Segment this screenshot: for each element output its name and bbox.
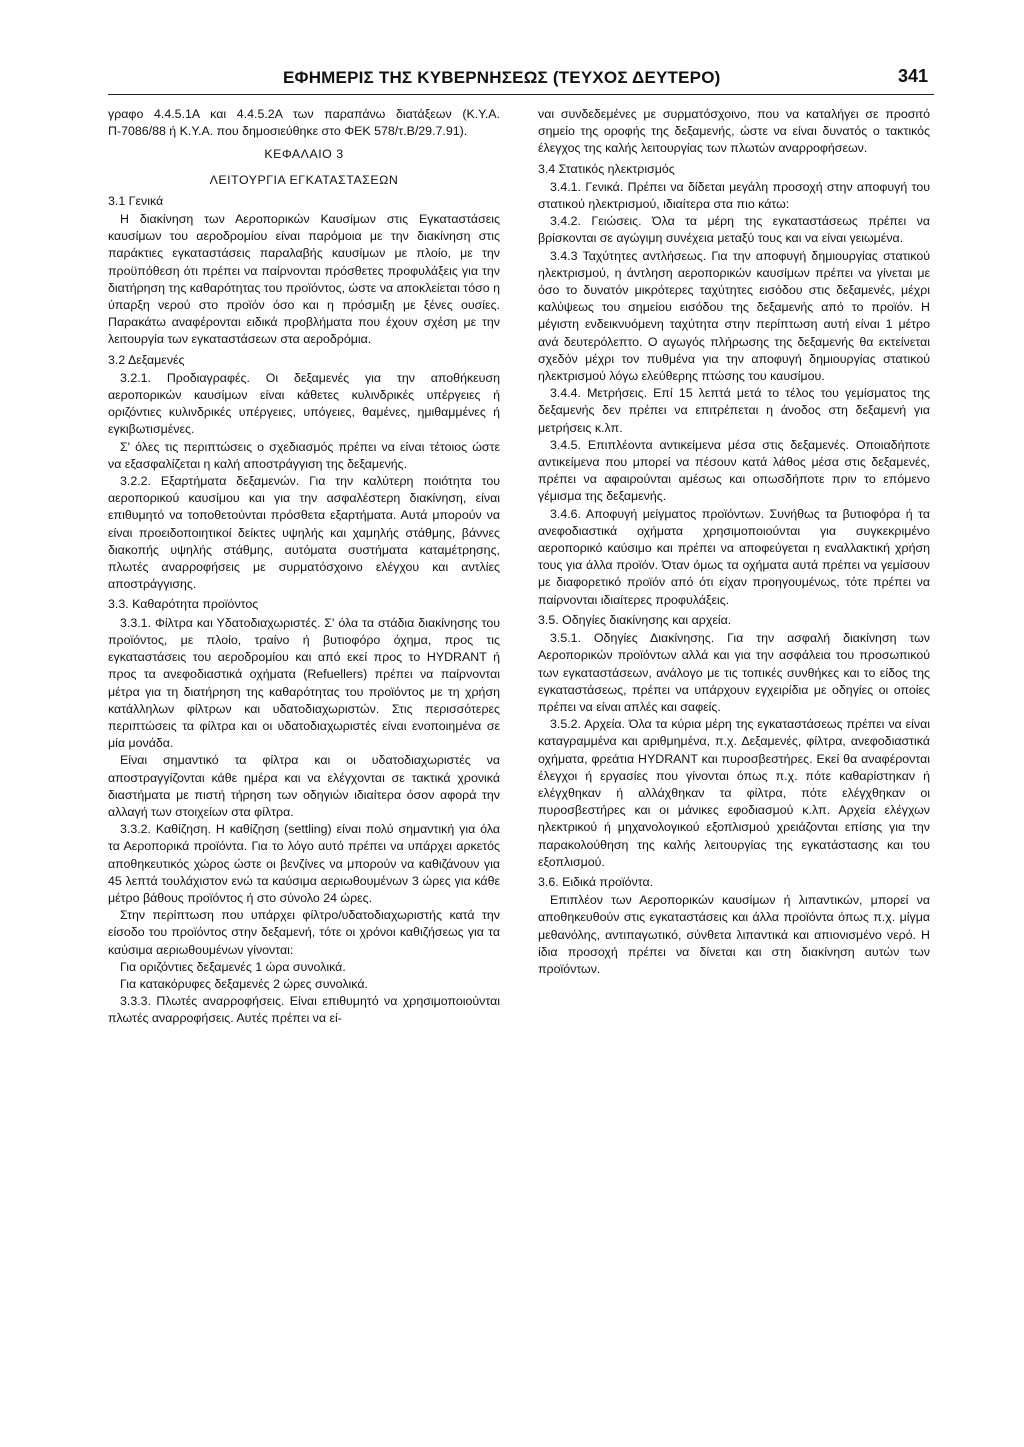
paragraph-3-2-2: 3.2.2. Εξαρτήματα δεξαμενών. Για την καλύτερη ποιότητα του αεροπορικού καυσίμου και για την ασφαλέστερη διακίνηση, είναι επιθυμητό να τοποθετούνται πρόσθετα εξαρτήματα. Αυτά μπορούν να είναι προειδοποιητικοί δείκτες υψηλής και χαμηλής στάθμης, βάννες διακοπής υψηλής στάθμης, αυτόματα συστήματα καταμέτρησης, πλωτές αναρροφήσεις με συρματόσχοινο ελέγχου και αντλίες αποστράγγισης. [108, 474, 500, 592]
paragraph-3-4-6: 3.4.6. Αποφυγή μείγματος προϊόντων. Συνήθως τα βυτιοφόρα ή τα ανεφοδιαστικά οχήματα χρησιμοποιούνται για συγκεκριμένο αεροπορικό καύσιμο και πρέπει να αποφεύγεται η εναλλακτική χρήση τους για άλλα προϊόν. Όταν όμως τα οχήματα αυτά πρέπει να γεμίσουν με διαφορετικό προϊόν από ότι είχαν προηγουμένως, τότε πρέπει να παίρνονται ιδιαίτερες προφυλάξεις. [538, 506, 930, 607]
paragraph-3-4-1: 3.4.1. Γενικά. Πρέπει να δίδεται μεγάλη προσοχή στην αποφυγή του στατικού ηλεκτρισμού, ιδιαίτερα στα πιο κάτω: [538, 179, 930, 212]
section-heading-3-6: 3.6. Ειδικά προϊόντα. [538, 874, 654, 889]
paragraph-3-3-1: 3.3.1. Φίλτρα και Υδατοδιαχωριστές. Σ' όλα τα στάδια διακίνησης του προϊόντος, με πλοίο, τραίνο ή βυτιοφόρο όχημα, προς τις εγκαταστάσεις του αεροδρομίου και από εκεί προς το HYDRANT ή προς τα ανεφοδιαστικά οχήματα (Refuellers) πρέπει να παίρνονται μέτρα για τη διατήρηση της καθαρότητας του προϊόντος με τη χρήση κατάλληλων φίλτρων και υδατοδιαχωριστών. Στις περισσότερες περιπτώσεις τα φίλτρα και οι υδατοδιαχωριστές είναι ενοποιημένα σε μία μονάδα. [108, 615, 500, 751]
paragraph-3-4-3: 3.4.3 Ταχύτητες αντλήσεως. Για την αποφυγή δημιουργίας στατικού ηλεκτρισμού, η άντληση αεροπορικών καυσίμων πρέπει να γίνεται με όσο το δυνατόν μικρότερες ταχύτητες εισόδου στις δεξαμενές, μέχρι καλύψεως του σημείου εισόδου της δεξαμενής από το προϊόν. Η μέγιστη ενδεικνυόμενη ταχύτητα στην περίπτωση αυτή είναι 1 μέτρο ανά δευτερόλεπτο. Ο αγωγός πλήρωσης της δεξαμενής θα εκτείνεται σχεδόν μέχρι τον πυθμένα για την αποφυγή δημιουργίας στατικού ηλεκτρισμού λόγω ελεύθερης πτώσης του καυσίμου. [538, 248, 930, 384]
paragraph-3-2-1b: Σ' όλες τις περιπτώσεις ο σχεδιασμός πρέπει να είναι τέτοιος ώστε να εξασφαλίζεται η καλή αποστράγγιση της δεξαμενής. [108, 439, 500, 471]
paragraph-3-2-1: 3.2.1. Προδιαγραφές. Οι δεξαμενές για την αποθήκευση αεροπορικών καυσίμων είναι κάθετες κυλινδρικές υπέργειες ή οριζόντιες κυλινδρικές υπέργειες, υπόγειες, θαμένες, ημιθαμμένες ή εγκιβωτισμένες. [108, 370, 500, 437]
chapter-heading: ΚΕΦΑΛΑΙΟ 3 [264, 147, 344, 162]
paragraph-3-4-4: 3.4.4. Μετρήσεις. Επί 15 λεπτά μετά το τέλος του γεμίσματος της δεξαμενής δεν πρέπει να επιτρέπεται η άνοδος στη δεξαμενή για μετρήσεις κ.λπ. [538, 386, 930, 435]
paragraph-3-5-1: 3.5.1. Οδηγίες Διακίνησης. Για την ασφαλή διακίνηση των Αεροπορικών προϊόντων αλλά και για την ασφάλεια του προσωπικού των εγκαταστάσεων, ανάλογο με τις τοπικές συνθήκες και το είδος της εγκαταστάσεως, πρέπει να υπάρχουν εγχειρίδια με οδηγίες οι οποίες πρέπει να είναι απλές και σαφείς. [538, 631, 930, 714]
paragraph-3-6: Επιπλέον των Αεροπορικών καυσίμων ή λιπαντικών, μπορεί να αποθηκευθούν στις εγκαταστάσεις και άλλα προϊόντα όπως π.χ. μίγμα μεθανόλης, αντιπαγωτικό, σύνθετα λιπαντικά και απιονισμένο νερό. Η ίδια προσοχή πρέπει να δίνεται και στη διακίνηση αυτών των προϊόντων. [538, 893, 930, 976]
paragraph-3-3-2d: Για κατακόρυφες δεξαμενές 2 ώρες συνολικά. [120, 976, 368, 991]
paragraph-3-3-2b: Στην περίπτωση που υπάρχει φίλτρο/υδατοδιαχωριστής κατά την είσοδο του προϊόντος στην δεξαμενή, τότε οι χρόνοι καθιζήσεως για τα καύσιμα αεριωθουμένων γίνονται: [108, 908, 500, 957]
left-column [108, 106, 500, 1028]
chapter-title: ΛΕΙΤΟΥΡΓΙΑ ΕΓΚΑΤΑΣΤΑΣΕΩΝ [209, 172, 399, 187]
running-title: ΕΦΗΜΕΡΙΣ ΤΗΣ ΚΥΒΕΡΝΗΣΕΩΣ (ΤΕΥΧΟΣ ΔΕΥΤΕΡΟ) [283, 68, 721, 87]
section-heading-3-4: 3.4 Στατικός ηλεκτρισμός [538, 161, 675, 176]
section-heading-3-5: 3.5. Οδηγίες διακίνησης και αρχεία. [538, 612, 732, 627]
page-number: 341 [897, 66, 928, 86]
paragraph-3-3-2c: Για οριζόντιες δεξαμενές 1 ώρα συνολικά. [120, 959, 346, 974]
paragraph-3-5-2: 3.5.2. Αρχεία. Όλα τα κύρια μέρη της εγκαταστάσεως πρέπει να είναι καταγραμμένα και αριθμημένα, π.χ. Δεξαμενές, φίλτρα, ανεφοδιαστικά οχήματα, φρεάτια HYDRANT και πυροσβεστήρες. Εκεί θα αναφέρονται έλεγχοι ή εργασίες που γίνονται όπως π.χ. πότε καθαρίστηκαν ή ελέγχθηκαν ή αλλάχθηκαν τα φίλτρα, πότε ελέγχθηκαν οι πυροσβεστήρες και οι μάνικες εφοδιασμού κ.λπ. Αρχεία ελέγχων ηλεκτρικού ή μηχανολογικού εξοπλισμού χρειάζονται επίσης για την παρακολούθηση της καλής λειτουργίας της εγκατάστασης και του εξοπλισμού. [538, 717, 930, 869]
paragraph-3-3-2: 3.3.2. Καθίζηση. Η καθίζηση (settling) είναι πολύ σημαντική για όλα τα Αεροπορικά προϊόντα. Για το λόγο αυτό πρέπει να υπάρχει αρκετός αποθηκευτικός χώρος ώστε οι βενζίνες να μπορούν να καθιζάνουν για 45 λεπτά τουλάχιστον ενώ τα καύσιμα αεριωθουμένων 3 ώρες για κάθε μέτρο βάθους προϊόντος ή στο σύνολο 24 ώρες. [108, 822, 500, 905]
right-column [538, 106, 930, 978]
paragraph-continued: ναι συνδεδεμένες με συρματόσχοινο, που να καταλήγει σε προσιτό σημείο της οροφής της δεξαμενής, ώστε να είναι δυνατός ο τακτικός έλεγχος της καλής λειτουργίας των πλωτών αναρροφήσεων. [538, 107, 930, 156]
section-heading-3-3: 3.3. Καθαρότητα προϊόντος [108, 597, 259, 612]
paragraph-intro: γραφο 4.4.5.1Α και 4.4.5.2Α των παραπάνω διατάξεων (Κ.Υ.Α. Π-7086/88 ή Κ.Υ.Α. που δημοσιεύθηκε στο ΦΕΚ 578/τ.Β/29.7.91). [108, 107, 500, 139]
paragraph-3-3-3: 3.3.3. Πλωτές αναρροφήσεις. Είναι επιθυμητό να χρησιμοποιούνται πλωτές αναρροφήσεις. Αυτές πρέπει να εί- [108, 994, 500, 1026]
paragraph-3-4-2: 3.4.2. Γειώσεις. Όλα τα μέρη της εγκαταστάσεως πρέπει να βρίσκονται σε αγώγιμη συνέχεια μεταξύ τους και να είναι γειωμένα. [538, 214, 930, 246]
section-heading-3-2: 3.2 Δεξαμενές [108, 352, 185, 367]
section-heading-3-1: 3.1 Γενικά [108, 193, 164, 208]
page-header [108, 60, 934, 95]
paragraph-3-4-5: 3.4.5. Επιπλέοντα αντικείμενα μέσα στις δεξαμενές. Οποιαδήποτε αντικείμενα που μπορεί να πέσουν κατά λάθος μέσα στις δεξαμενές, πρέπει να αφαιρούνται αμέσως και οπωσδήποτε πριν το επόμενο γέμισμα της δεξαμενής. [538, 437, 930, 504]
paragraph-3-3-1b: Είναι σημαντικό τα φίλτρα και οι υδατοδιαχωριστές να αποστραγγίζονται κάθε ημέρα και να ελέγχονται σε τακτικά χρονικά διαστήματα με πιστή τήρηση των οδηγιών ιδιαίτερα όσον αφορά την αλλαγή των στοιχείων στα φίλτρα. [108, 753, 500, 819]
paragraph-3-1: Η διακίνηση των Αεροπορικών Καυσίμων στις Εγκαταστάσεις καυσίμων του αεροδρομίου είναι παρόμοια με την διακίνηση στις παράκτιες εγκαταστάσεις παραλαβής καυσίμων με πλοίο, με την προϋπόθεση ότι πρέπει να παίρνονται πρόσθετες προφυλάξεις για την διατήρηση της καθαρότητας του προϊόντος, ώστε να αποκλείεται τόσο η ύπαρξη νερού στο προϊόν όσο και η πρόσμιξη με ξένες ουσίες. Παρακάτω αναφέρονται ειδικά προβλήματα που έχουν σχέση με την λειτουργία των εγκαταστάσεων στα αεροδρόμια. [108, 212, 500, 347]
